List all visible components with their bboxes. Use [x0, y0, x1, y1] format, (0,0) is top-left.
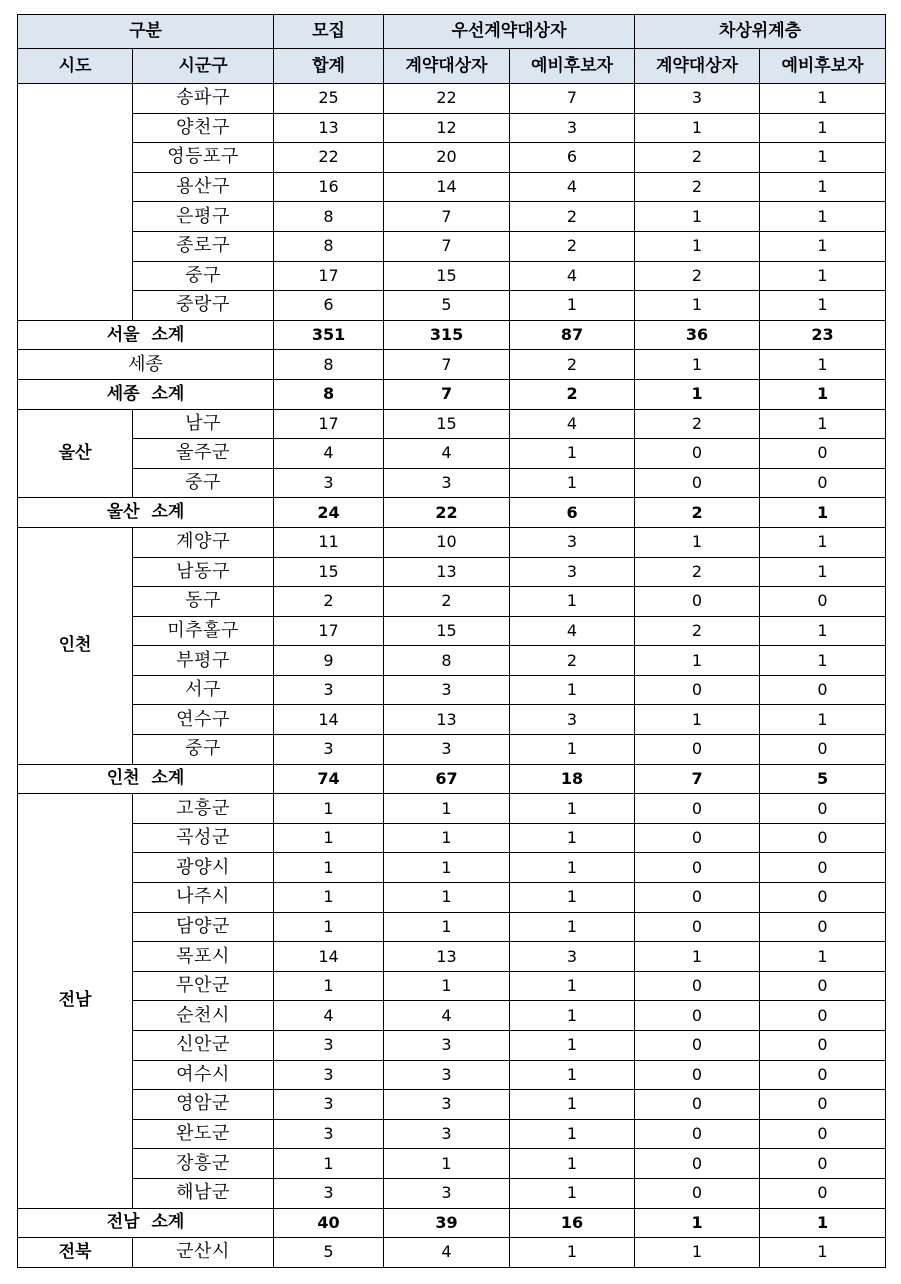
value-cell: 3: [274, 1090, 384, 1120]
value-cell: 0: [635, 468, 760, 498]
subtotal-value: 5: [760, 764, 886, 794]
subtotal-value: 18: [510, 764, 635, 794]
value-cell: 1: [274, 1149, 384, 1179]
district-cell: 영암군: [133, 1090, 274, 1120]
region-cell: 전남: [18, 794, 133, 1208]
value-cell: 0: [760, 794, 886, 824]
value-cell: 2: [384, 587, 510, 617]
value-cell: 1: [274, 971, 384, 1001]
header-priority-contract: 계약대상자: [384, 49, 510, 84]
value-cell: 1: [760, 291, 886, 321]
value-cell: 3: [274, 1178, 384, 1208]
subtotal-value: 23: [760, 320, 886, 350]
district-cell: 중구: [133, 468, 274, 498]
district-cell: 해남군: [133, 1178, 274, 1208]
table-body: [18, 84, 886, 1268]
value-cell: 0: [635, 853, 760, 883]
value-cell: 1: [760, 143, 886, 173]
subtotal-label: 울산 소계: [18, 498, 274, 528]
table-row: [18, 912, 886, 942]
district-cell: 계양구: [133, 527, 274, 557]
value-cell: 1: [510, 912, 635, 942]
value-cell: 0: [760, 1001, 886, 1031]
table-row: [18, 1060, 886, 1090]
value-cell: 10: [384, 527, 510, 557]
value-cell: 17: [274, 409, 384, 439]
subtotal-label: 서울 소계: [18, 320, 274, 350]
value-cell: 13: [384, 557, 510, 587]
value-cell: 1: [510, 883, 635, 913]
district-cell: 장흥군: [133, 1149, 274, 1179]
value-cell: 0: [635, 675, 760, 705]
value-cell: 0: [635, 883, 760, 913]
value-cell: 4: [274, 439, 384, 469]
value-cell: 1: [760, 942, 886, 972]
subtotal-value: 8: [274, 379, 384, 409]
value-cell: 5: [384, 291, 510, 321]
value-cell: 0: [760, 439, 886, 469]
table-row: [18, 794, 886, 824]
value-cell: 1: [760, 557, 886, 587]
value-cell: 0: [760, 1119, 886, 1149]
value-cell: 1: [510, 794, 635, 824]
value-cell: 0: [760, 735, 886, 765]
subtotal-value: 40: [274, 1208, 384, 1238]
value-cell: 1: [760, 84, 886, 114]
district-cell: 미추홀구: [133, 616, 274, 646]
value-cell: 6: [510, 143, 635, 173]
district-cell: 군산시: [133, 1238, 274, 1268]
table-row: [18, 1031, 886, 1061]
value-cell: 1: [635, 350, 760, 380]
value-cell: 1: [274, 853, 384, 883]
value-cell: 1: [635, 705, 760, 735]
value-cell: 8: [274, 350, 384, 380]
subtotal-value: 315: [384, 320, 510, 350]
value-cell: 15: [384, 261, 510, 291]
table-row: [18, 1001, 886, 1031]
value-cell: 3: [274, 735, 384, 765]
header-total: 합계: [274, 49, 384, 84]
value-cell: 1: [510, 1060, 635, 1090]
region-cell: 울산: [18, 409, 133, 498]
district-cell: 서구: [133, 675, 274, 705]
value-cell: 0: [760, 883, 886, 913]
value-cell: 1: [635, 113, 760, 143]
district-cell: 광양시: [133, 853, 274, 883]
value-cell: 0: [635, 794, 760, 824]
value-cell: 14: [274, 942, 384, 972]
value-cell: 0: [635, 1090, 760, 1120]
table-row: [18, 557, 886, 587]
header-priority: 우선계약대상자: [384, 15, 635, 49]
value-cell: 0: [635, 971, 760, 1001]
table-row: [18, 616, 886, 646]
value-cell: 1: [510, 823, 635, 853]
value-cell: 4: [384, 1238, 510, 1268]
value-cell: 0: [635, 1031, 760, 1061]
header-next-contract: 계약대상자: [635, 49, 760, 84]
table-row: [18, 971, 886, 1001]
value-cell: 7: [384, 350, 510, 380]
value-cell: 1: [760, 705, 886, 735]
value-cell: 2: [510, 202, 635, 232]
district-cell: 고흥군: [133, 794, 274, 824]
value-cell: 3: [510, 527, 635, 557]
value-cell: 1: [510, 587, 635, 617]
value-cell: 3: [510, 113, 635, 143]
value-cell: 17: [274, 616, 384, 646]
value-cell: 1: [274, 794, 384, 824]
subtotal-value: 1: [635, 379, 760, 409]
header-category: 구분: [18, 15, 274, 49]
value-cell: 3: [510, 942, 635, 972]
table-row: [18, 705, 886, 735]
subtotal-value: 1: [760, 379, 886, 409]
value-cell: 1: [635, 646, 760, 676]
subtotal-row: [18, 320, 886, 350]
table-row: [18, 1119, 886, 1149]
region-cell: 전북: [18, 1238, 133, 1268]
subtotal-row: [18, 764, 886, 794]
table-row: [18, 202, 886, 232]
value-cell: 1: [384, 971, 510, 1001]
value-cell: 1: [510, 1149, 635, 1179]
value-cell: 7: [384, 202, 510, 232]
value-cell: 2: [274, 587, 384, 617]
value-cell: 1: [510, 291, 635, 321]
value-cell: 1: [384, 883, 510, 913]
value-cell: 1: [274, 823, 384, 853]
district-cell: 종로구: [133, 231, 274, 261]
value-cell: 5: [274, 1238, 384, 1268]
value-cell: 3: [274, 468, 384, 498]
subtotal-value: 2: [635, 498, 760, 528]
value-cell: 0: [760, 912, 886, 942]
value-cell: 1: [760, 261, 886, 291]
value-cell: 0: [635, 439, 760, 469]
value-cell: 0: [760, 1178, 886, 1208]
district-cell: 중랑구: [133, 291, 274, 321]
district-cell: 곡성군: [133, 823, 274, 853]
value-cell: 1: [760, 172, 886, 202]
value-cell: 1: [384, 1149, 510, 1179]
value-cell: 3: [510, 705, 635, 735]
value-cell: 1: [760, 202, 886, 232]
value-cell: 3: [384, 1178, 510, 1208]
table-row: [18, 1090, 886, 1120]
table-row: [18, 646, 886, 676]
table-row: [18, 261, 886, 291]
value-cell: 15: [384, 409, 510, 439]
district-cell: 부평구: [133, 646, 274, 676]
value-cell: 1: [510, 853, 635, 883]
value-cell: 0: [760, 468, 886, 498]
table-row: [18, 675, 886, 705]
subtotal-value: 16: [510, 1208, 635, 1238]
value-cell: 3: [384, 1090, 510, 1120]
value-cell: 1: [510, 468, 635, 498]
value-cell: 1: [384, 794, 510, 824]
district-cell: 완도군: [133, 1119, 274, 1149]
value-cell: 4: [510, 409, 635, 439]
district-cell: 중구: [133, 735, 274, 765]
district-cell: 무안군: [133, 971, 274, 1001]
value-cell: 2: [635, 172, 760, 202]
value-cell: 1: [510, 1119, 635, 1149]
value-cell: 0: [760, 853, 886, 883]
table-row: [18, 439, 886, 469]
table-row: [18, 883, 886, 913]
value-cell: 3: [274, 1031, 384, 1061]
value-cell: 0: [635, 1060, 760, 1090]
district-cell: 송파구: [133, 84, 274, 114]
value-cell: 1: [510, 971, 635, 1001]
subtotal-value: 67: [384, 764, 510, 794]
value-cell: 4: [510, 172, 635, 202]
header-next-reserve: 예비후보자: [760, 49, 886, 84]
subtotal-value: 1: [760, 498, 886, 528]
value-cell: 3: [384, 1031, 510, 1061]
value-cell: 13: [384, 705, 510, 735]
table-row: [18, 84, 886, 114]
subtotal-value: 87: [510, 320, 635, 350]
table-row: [18, 853, 886, 883]
value-cell: 25: [274, 84, 384, 114]
value-cell: 1: [760, 113, 886, 143]
table-row: [18, 172, 886, 202]
value-cell: 0: [760, 1060, 886, 1090]
subtotal-value: 1: [760, 1208, 886, 1238]
value-cell: 3: [635, 84, 760, 114]
district-cell: 여수시: [133, 1060, 274, 1090]
value-cell: 13: [274, 113, 384, 143]
subtotal-value: 6: [510, 498, 635, 528]
value-cell: 2: [510, 646, 635, 676]
value-cell: 13: [384, 942, 510, 972]
value-cell: 1: [760, 231, 886, 261]
table-row: [18, 587, 886, 617]
value-cell: 1: [510, 1001, 635, 1031]
value-cell: 1: [635, 1238, 760, 1268]
table-row: [18, 823, 886, 853]
value-cell: 4: [274, 1001, 384, 1031]
subtotal-label: 세종 소계: [18, 379, 274, 409]
value-cell: 0: [635, 587, 760, 617]
subtotal-value: 351: [274, 320, 384, 350]
subtotal-row: [18, 1208, 886, 1238]
value-cell: 15: [384, 616, 510, 646]
value-cell: 1: [384, 823, 510, 853]
value-cell: 3: [274, 675, 384, 705]
value-cell: 0: [635, 912, 760, 942]
value-cell: 4: [384, 439, 510, 469]
value-cell: 1: [760, 527, 886, 557]
value-cell: 3: [384, 675, 510, 705]
value-cell: 0: [760, 587, 886, 617]
subtotal-value: 2: [510, 379, 635, 409]
value-cell: 1: [760, 409, 886, 439]
value-cell: 1: [510, 735, 635, 765]
value-cell: 0: [635, 735, 760, 765]
value-cell: 1: [384, 853, 510, 883]
table-row: [18, 1178, 886, 1208]
merged-region-cell: 세종: [18, 350, 274, 380]
district-cell: 남구: [133, 409, 274, 439]
value-cell: 3: [510, 557, 635, 587]
subtotal-value: 1: [635, 1208, 760, 1238]
value-cell: 1: [510, 1031, 635, 1061]
value-cell: 0: [760, 823, 886, 853]
district-cell: 중구: [133, 261, 274, 291]
value-cell: 1: [510, 1090, 635, 1120]
value-cell: 2: [510, 350, 635, 380]
value-cell: 2: [635, 143, 760, 173]
district-cell: 동구: [133, 587, 274, 617]
value-cell: 2: [635, 616, 760, 646]
value-cell: 1: [635, 231, 760, 261]
district-cell: 신안군: [133, 1031, 274, 1061]
district-cell: 나주시: [133, 883, 274, 913]
value-cell: 0: [635, 1149, 760, 1179]
allocation-table: [17, 14, 886, 1268]
subtotal-label: 전남 소계: [18, 1208, 274, 1238]
value-cell: 9: [274, 646, 384, 676]
value-cell: 3: [384, 1060, 510, 1090]
table-row: [18, 468, 886, 498]
subtotal-value: 7: [384, 379, 510, 409]
value-cell: 6: [274, 291, 384, 321]
value-cell: 0: [635, 1001, 760, 1031]
value-cell: 8: [384, 646, 510, 676]
value-cell: 16: [274, 172, 384, 202]
table-row: [18, 527, 886, 557]
table-row: [18, 291, 886, 321]
value-cell: 1: [760, 1238, 886, 1268]
value-cell: 2: [635, 409, 760, 439]
value-cell: 2: [635, 557, 760, 587]
subtotal-label: 인천 소계: [18, 764, 274, 794]
header-sigungu: 시군구: [133, 49, 274, 84]
value-cell: 1: [510, 439, 635, 469]
subtotal-row: [18, 498, 886, 528]
value-cell: 7: [510, 84, 635, 114]
value-cell: 3: [384, 735, 510, 765]
region-cell: [18, 84, 133, 321]
table-row: [18, 350, 886, 380]
table-row: [18, 942, 886, 972]
value-cell: 8: [274, 202, 384, 232]
value-cell: 1: [510, 1178, 635, 1208]
value-cell: 0: [635, 1119, 760, 1149]
subtotal-value: 22: [384, 498, 510, 528]
value-cell: 4: [510, 261, 635, 291]
table-row: [18, 143, 886, 173]
table-row: [18, 231, 886, 261]
subtotal-value: 24: [274, 498, 384, 528]
value-cell: 1: [510, 675, 635, 705]
value-cell: 4: [384, 1001, 510, 1031]
value-cell: 15: [274, 557, 384, 587]
header-recruit: 모집: [274, 15, 384, 49]
value-cell: 0: [760, 675, 886, 705]
subtotal-row: [18, 379, 886, 409]
header-sido: 시도: [18, 49, 133, 84]
value-cell: 17: [274, 261, 384, 291]
value-cell: 7: [384, 231, 510, 261]
table-row: [18, 1149, 886, 1179]
district-cell: 울주군: [133, 439, 274, 469]
value-cell: 0: [760, 1090, 886, 1120]
value-cell: 0: [760, 971, 886, 1001]
value-cell: 12: [384, 113, 510, 143]
table-row: [18, 735, 886, 765]
value-cell: 0: [760, 1149, 886, 1179]
value-cell: 22: [274, 143, 384, 173]
value-cell: 1: [274, 883, 384, 913]
region-cell: 인천: [18, 527, 133, 764]
value-cell: 22: [384, 84, 510, 114]
value-cell: 1: [760, 350, 886, 380]
value-cell: 2: [635, 261, 760, 291]
value-cell: 3: [274, 1119, 384, 1149]
value-cell: 3: [384, 1119, 510, 1149]
value-cell: 1: [635, 291, 760, 321]
table-row: [18, 113, 886, 143]
value-cell: 0: [635, 1178, 760, 1208]
header-priority-reserve: 예비후보자: [510, 49, 635, 84]
value-cell: 11: [274, 527, 384, 557]
table-row: [18, 1238, 886, 1268]
district-cell: 용산구: [133, 172, 274, 202]
district-cell: 은평구: [133, 202, 274, 232]
table-row: [18, 409, 886, 439]
value-cell: 1: [384, 912, 510, 942]
subtotal-value: 36: [635, 320, 760, 350]
value-cell: 0: [760, 1031, 886, 1061]
value-cell: 4: [510, 616, 635, 646]
value-cell: 1: [760, 646, 886, 676]
value-cell: 0: [635, 823, 760, 853]
value-cell: 8: [274, 231, 384, 261]
table-header: [18, 15, 886, 84]
value-cell: 3: [384, 468, 510, 498]
value-cell: 14: [274, 705, 384, 735]
value-cell: 3: [274, 1060, 384, 1090]
value-cell: 1: [760, 616, 886, 646]
district-cell: 연수구: [133, 705, 274, 735]
district-cell: 남동구: [133, 557, 274, 587]
value-cell: 2: [510, 231, 635, 261]
district-cell: 목포시: [133, 942, 274, 972]
value-cell: 20: [384, 143, 510, 173]
value-cell: 1: [510, 1238, 635, 1268]
value-cell: 1: [635, 942, 760, 972]
value-cell: 1: [635, 527, 760, 557]
subtotal-value: 39: [384, 1208, 510, 1238]
value-cell: 1: [274, 912, 384, 942]
district-cell: 순천시: [133, 1001, 274, 1031]
value-cell: 1: [635, 202, 760, 232]
district-cell: 영등포구: [133, 143, 274, 173]
district-cell: 담양군: [133, 912, 274, 942]
header-next: 차상위계층: [635, 15, 886, 49]
value-cell: 14: [384, 172, 510, 202]
subtotal-value: 74: [274, 764, 384, 794]
district-cell: 양천구: [133, 113, 274, 143]
subtotal-value: 7: [635, 764, 760, 794]
